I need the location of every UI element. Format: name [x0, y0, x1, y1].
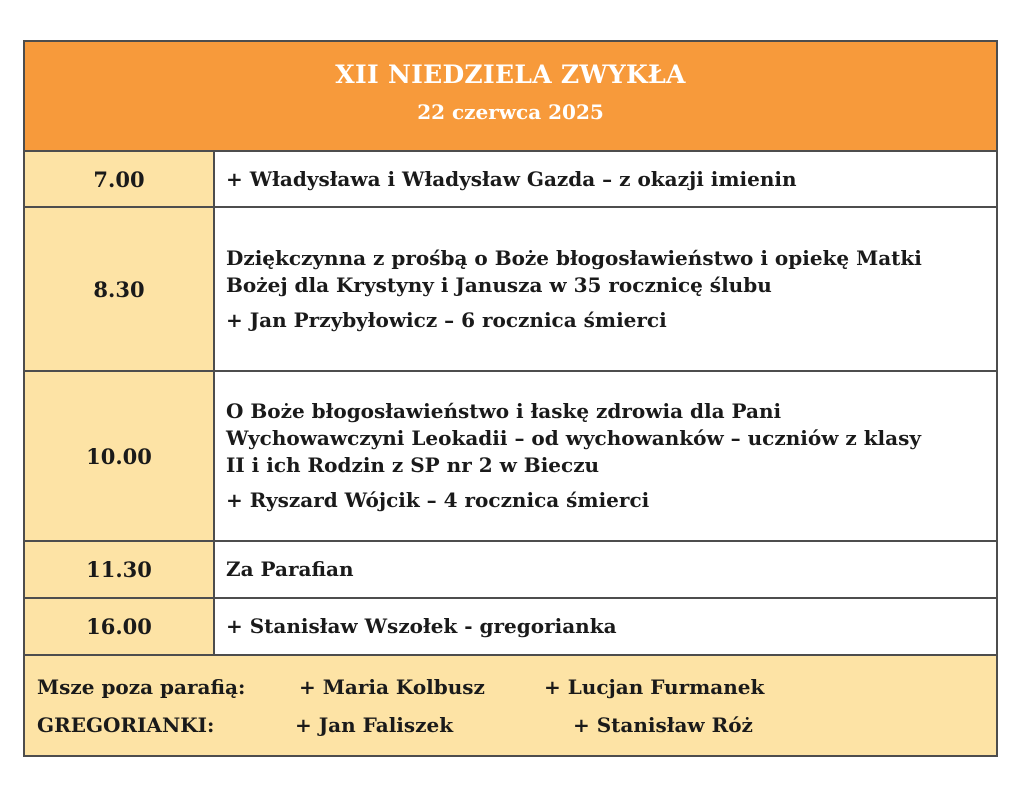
outside-masses-label: Msze poza parafią:	[37, 675, 246, 699]
mass-intentions	[215, 152, 996, 206]
schedule-footer	[25, 656, 996, 755]
outside-masses-line	[37, 668, 996, 706]
mass-intentions	[215, 372, 996, 540]
mass-row-1130	[25, 542, 996, 599]
mass-intentions	[215, 599, 996, 654]
mass-time: 7.00	[25, 152, 215, 206]
schedule-header	[25, 42, 996, 152]
gregorian-label: GREGORIANKI:	[37, 713, 215, 737]
mass-time: 8.30	[25, 208, 215, 370]
intention-text: + Jan Przybyłowicz – 6 rocznica śmierci	[226, 307, 667, 332]
mass-intentions	[215, 208, 996, 370]
intention-text: O Boże błogosławieństwo i łaskę zdrowia dla Pani Wychowawczyni Leokadii – od wychowanków – uczniów z klasy II i ich Rodzin z SP nr 2 w Bieczu	[226, 399, 921, 477]
gregorian-name: + Stanisław Róż	[573, 713, 753, 737]
mass-time: 16.00	[25, 599, 215, 654]
outside-mass-name: + Lucjan Furmanek	[544, 675, 765, 699]
intention-text: + Władysława i Władysław Gazda – z okazji imienin	[226, 166, 797, 191]
mass-row-1000	[25, 372, 996, 542]
mass-row-1600	[25, 599, 996, 656]
mass-time: 10.00	[25, 372, 215, 540]
intention-text: + Ryszard Wójcik – 4 rocznica śmierci	[226, 488, 650, 512]
mass-row-700	[25, 152, 996, 208]
intention-text: + Stanisław Wszołek - gregorianka	[226, 614, 617, 638]
page-title: XII NIEDZIELA ZWYKŁA	[335, 60, 686, 89]
mass-schedule-table	[23, 40, 998, 757]
mass-row-830	[25, 208, 996, 372]
mass-intentions	[215, 542, 996, 597]
mass-time: 11.30	[25, 542, 215, 597]
intention-text: Za Parafian	[226, 557, 354, 581]
intention-text: Dziękczynna z prośbą o Boże błogosławieństwo i opiekę Matki Bożej dla Krystyny i Janusza w 35 rocznicę ślubu	[226, 245, 922, 297]
gregorian-masses-line	[37, 706, 996, 744]
outside-mass-name: + Maria Kolbusz	[299, 675, 485, 699]
schedule-date: 22 czerwca 2025	[417, 100, 604, 124]
gregorian-name: + Jan Faliszek	[295, 713, 454, 737]
